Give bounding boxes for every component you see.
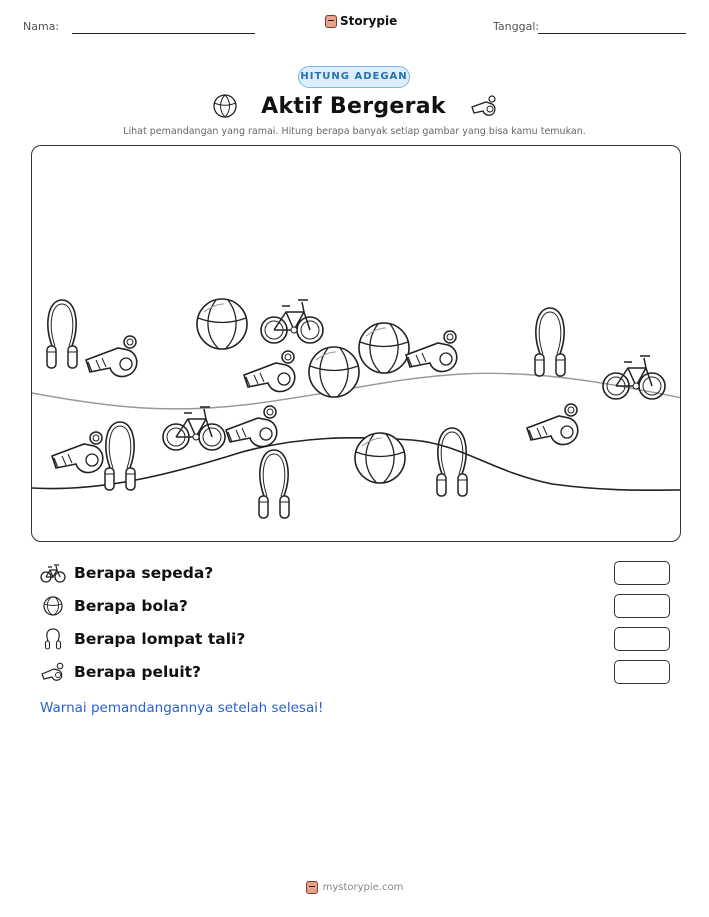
name-line[interactable]	[72, 33, 255, 34]
question-text: Berapa peluit?	[74, 663, 202, 681]
whistle-object	[527, 404, 578, 445]
date-line[interactable]	[538, 33, 686, 34]
activity-badge: HITUNG ADEGAN	[298, 66, 410, 88]
question-bicycle	[40, 561, 670, 585]
whistle-icon	[40, 661, 66, 683]
jump-rope-object	[437, 428, 467, 496]
answer-box-ball[interactable]	[614, 594, 670, 618]
count-scene	[31, 145, 681, 542]
ball-object	[359, 323, 409, 373]
ball-object	[355, 433, 405, 483]
jump-rope-object	[535, 308, 565, 376]
footer-url[interactable]: mystorypie.com	[322, 882, 404, 893]
bicycle-icon	[40, 562, 66, 584]
question-ball	[40, 594, 670, 618]
question-jump-rope	[40, 627, 670, 651]
whistle-object	[226, 406, 277, 447]
ball-object	[197, 299, 247, 349]
storypie-logo-icon	[306, 881, 318, 894]
page-title: Aktif Bergerak	[261, 93, 446, 119]
name-label: Nama:	[23, 20, 60, 33]
answer-box-whistle[interactable]	[614, 660, 670, 684]
question-text: Berapa bola?	[74, 597, 188, 615]
ball-icon	[211, 92, 239, 120]
date-label: Tanggal:	[493, 20, 540, 33]
whistle-object	[52, 432, 103, 473]
brand-name: Storypie	[340, 14, 398, 28]
title-row	[0, 92, 709, 120]
jump-rope-object	[259, 450, 289, 518]
jump-rope-object	[47, 300, 77, 368]
coloring-note: Warnai pemandangannya setelah selesai!	[40, 700, 324, 716]
footer	[0, 881, 709, 894]
whistle-object	[244, 351, 295, 392]
brand-logo	[325, 14, 397, 28]
answer-box-bicycle[interactable]	[614, 561, 670, 585]
answer-box-jump-rope[interactable]	[614, 627, 670, 651]
whistle-icon	[468, 93, 498, 119]
instruction-text: Lihat pemandangan yang ramai. Hitung berapa banyak setiap gambar yang bisa kamu temukan.	[123, 126, 586, 137]
ball-icon	[40, 595, 66, 617]
whistle-object	[86, 336, 137, 377]
bicycle-object	[261, 300, 323, 343]
jump-rope-icon	[40, 628, 66, 650]
bicycle-object	[163, 407, 225, 450]
storypie-logo-icon	[325, 15, 337, 28]
question-text: Berapa sepeda?	[74, 564, 214, 582]
ball-object	[309, 347, 359, 397]
question-whistle	[40, 660, 670, 684]
jump-rope-object	[105, 422, 135, 490]
whistle-object	[406, 331, 457, 372]
scene-illustration	[32, 146, 681, 542]
question-text: Berapa lompat tali?	[74, 630, 246, 648]
